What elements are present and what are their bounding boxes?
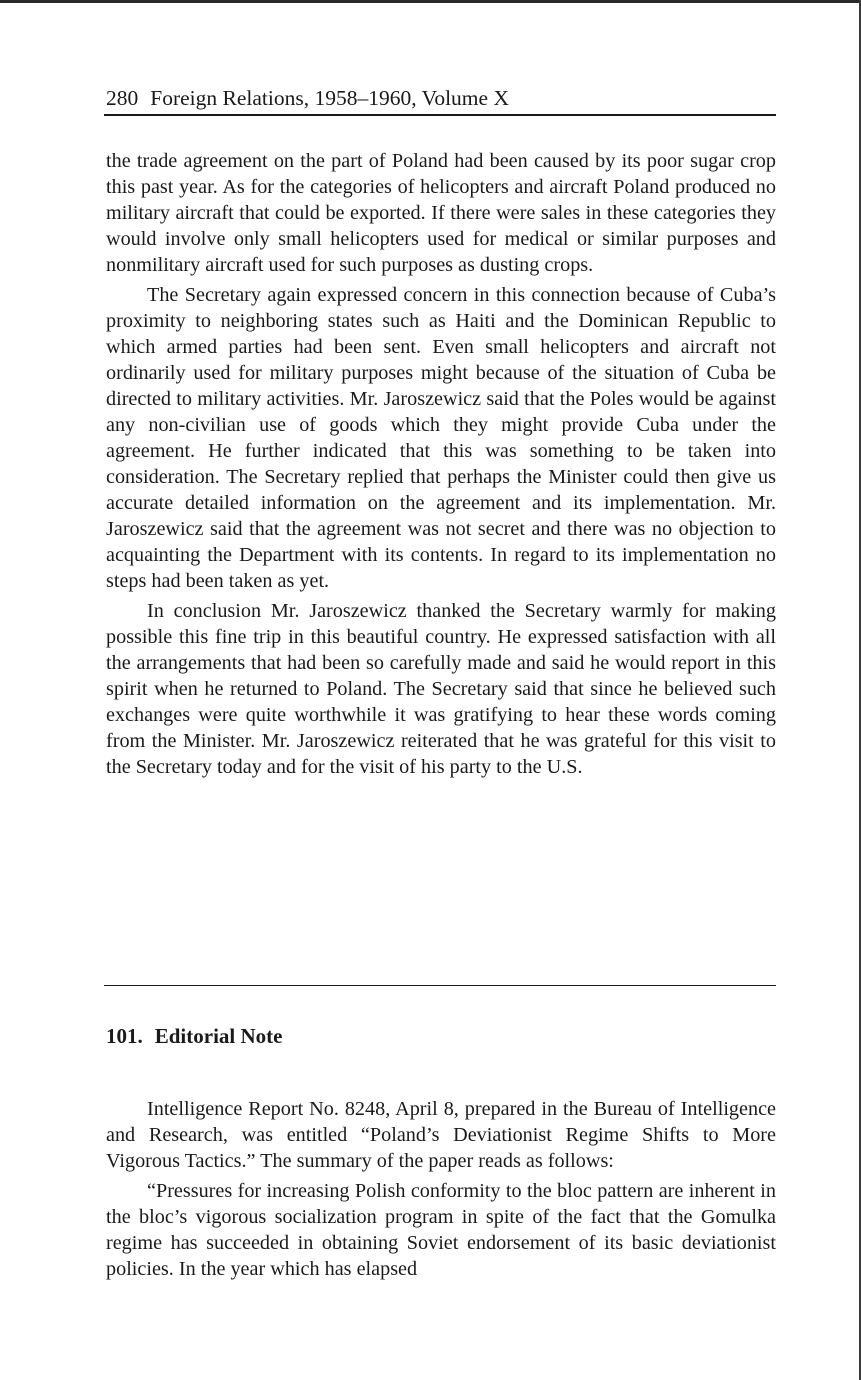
note-paragraph-1: Intelligence Report No. 8248, April 8, prepared in the Bureau of Intelligence and Research, was entitled “Poland’s Deviationist Regime Shifts to More Vigorous Tactics.” The summary of the paper reads as follows: bbox=[106, 1098, 776, 1172]
section-title: Editorial Note bbox=[154, 1024, 283, 1048]
body-paragraph-1: the trade agreement on the part of Poland had been caused by its poor sugar crop this past year. As for the categories of helicopters and aircraft Poland produced no military aircraft that could be exported. If there were sales in these categories they would involve only small helicopters used for medical or similar purposes and nonmilitary aircraft used for such purposes as dusting crops. bbox=[106, 150, 776, 276]
section-number: 101. bbox=[106, 1024, 143, 1048]
editorial-note-body bbox=[106, 1096, 776, 1286]
page-number: 280 bbox=[106, 86, 139, 110]
section-heading bbox=[106, 1022, 282, 1050]
document-body bbox=[106, 148, 776, 784]
running-head bbox=[106, 84, 509, 112]
scan-edge-top bbox=[0, 0, 861, 3]
section-divider bbox=[104, 985, 776, 986]
header-rule bbox=[104, 114, 776, 116]
running-title: Foreign Relations, 1958–1960, Volume X bbox=[150, 86, 509, 110]
body-paragraph-3: In conclusion Mr. Jaroszewicz thanked the Secretary warmly for making possible this fine trip in this beautiful country. He expressed satisfaction with all the arrangements that had been so carefully made and said he would report in this spirit when he returned to Poland. The Secretary said that since he believed such exchanges were quite worthwhile it was gratifying to hear these words coming from the Minister. Mr. Jaroszewicz reiterated that he was grateful for this visit to the Secretary today and for the visit of his party to the U.S. bbox=[106, 600, 776, 778]
note-paragraph-2: “Pressures for increasing Polish conformity to the bloc pattern are inherent in the bloc’s vigorous socialization program in spite of the fact that the Gomulka regime has succeeded in obtaining Soviet endorsement of its basic deviationist policies. In the year which has elapsed bbox=[106, 1180, 776, 1280]
body-paragraph-2: The Secretary again expressed concern in this connection because of Cuba’s proximity to neighboring states such as Haiti and the Dominican Republic to which armed parties had been sent. Even small helicopters and aircraft not ordinarily used for military purposes might because of the situation of Cuba be directed to military activities. Mr. Jaroszewicz said that the Poles would be against any non-civilian use of goods which they might provide Cuba under the agreement. He further indicated that this was something to be taken into consideration. The Secretary replied that perhaps the Minister could then give us accurate detailed information on the agreement and its implementation. Mr. Jaroszewicz said that the agreement was not secret and there was no objection to acquainting the Department with its contents. In regard to its implementation no steps had been taken as yet. bbox=[106, 284, 776, 592]
